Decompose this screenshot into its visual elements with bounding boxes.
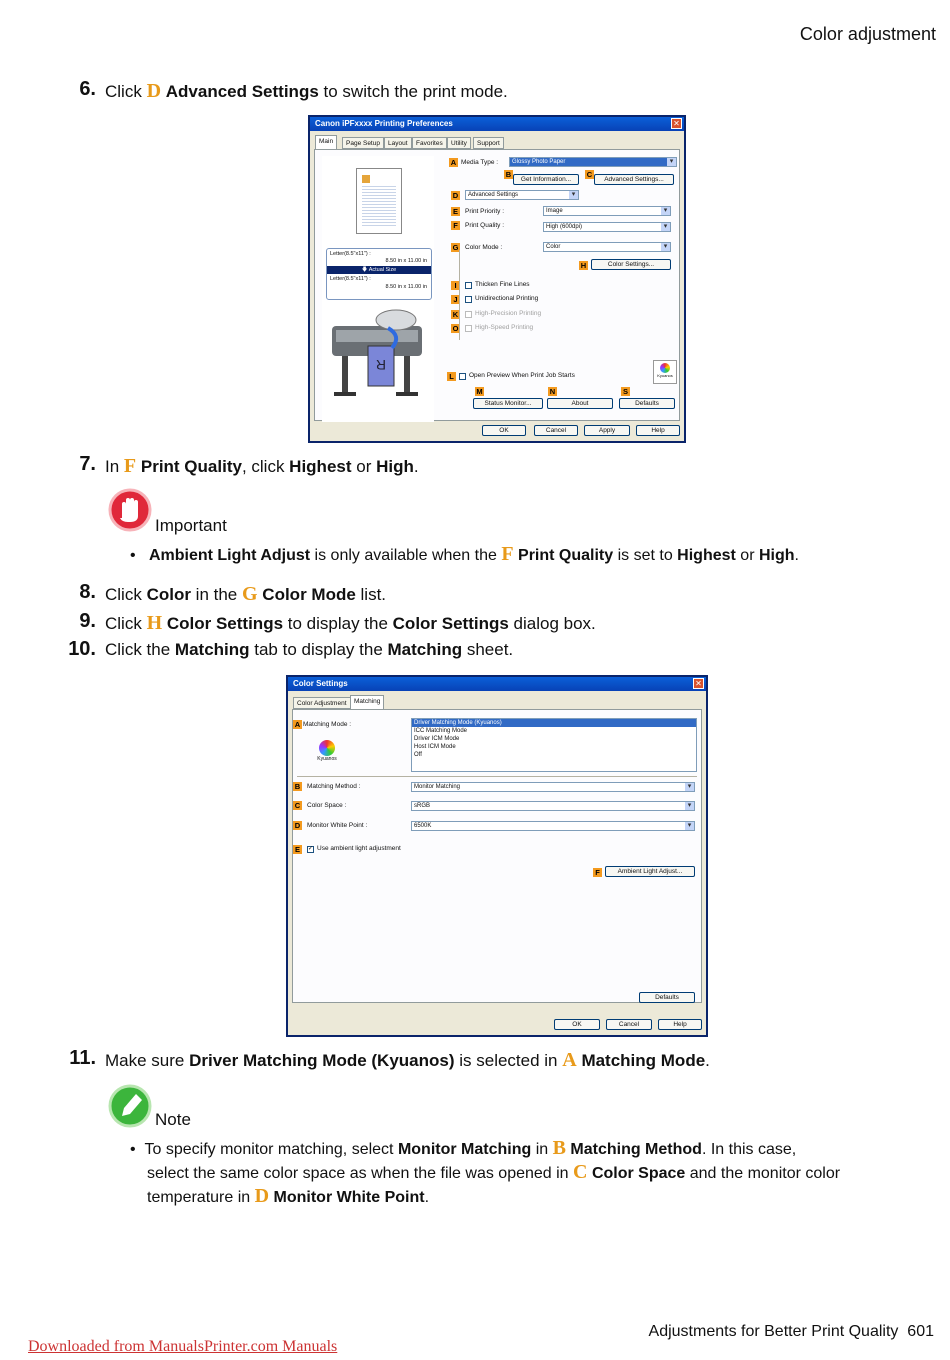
tab-support[interactable]: Support	[473, 137, 504, 149]
white-point-label: Monitor White Point :	[307, 822, 368, 829]
tab-utility[interactable]: Utility	[447, 137, 471, 149]
important-title: Important	[155, 516, 227, 535]
marker-b: B	[505, 170, 512, 179]
marker-k: K	[452, 310, 459, 319]
marker-b: B	[294, 782, 301, 791]
paper-size-box: Letter(8.5"x11") : 8.50 in x 11.00 in 🡇 Actual Size Letter(8.5"x11") : 8.50 in x 11.00 in	[326, 248, 432, 300]
note-line-1: • To specify monitor matching, select Monitor Matching in B Matching Method. In this case,	[130, 1137, 797, 1159]
marker-l: L	[447, 372, 456, 381]
marker-h: H	[580, 261, 587, 270]
marker-o: O	[452, 324, 459, 333]
marker-d: D	[452, 191, 459, 200]
media-type-select[interactable]: Glossy Photo Paper ▾	[509, 157, 677, 167]
tab-page-setup[interactable]: Page Setup	[342, 137, 384, 149]
marker-a: A	[294, 720, 301, 729]
advanced-settings-button[interactable]: Advanced Settings...	[594, 174, 674, 185]
get-information-button[interactable]: Get Information...	[513, 174, 579, 185]
status-monitor-button[interactable]: Status Monitor...	[473, 398, 543, 409]
matching-sheet	[292, 709, 702, 1003]
apply-button[interactable]: Apply	[584, 425, 630, 436]
footer-section: Adjustments for Better Print Quality	[648, 1323, 899, 1340]
step-number: 8.	[79, 581, 96, 603]
step-7-text: In F Print Quality, click Highest or High.	[105, 455, 419, 477]
close-icon[interactable]: ✕	[671, 118, 682, 129]
marker-d: D	[294, 821, 301, 830]
actual-size-bar: 🡇 Actual Size	[327, 266, 431, 274]
note-pencil-icon	[108, 1084, 152, 1128]
open-preview-checkbox[interactable]	[459, 373, 466, 380]
unidirectional-label: Unidirectional Printing	[475, 295, 539, 302]
tab-color-adjustment[interactable]: Color Adjustment	[293, 697, 351, 709]
marker-s: S	[622, 387, 628, 396]
high-precision-label: High-Precision Printing	[475, 310, 542, 317]
tab-main[interactable]: Main	[315, 135, 337, 150]
list-item[interactable]: Host ICM Mode	[414, 744, 456, 750]
divider	[297, 776, 697, 777]
marker-e: E	[294, 845, 300, 854]
help-button[interactable]: Help	[658, 1019, 702, 1030]
preview-area	[322, 156, 434, 422]
color-mode-label: Color Mode :	[465, 244, 503, 251]
note-line-3: temperature in D Monitor White Point.	[147, 1185, 430, 1207]
step-9-text: Click H Color Settings to display the Color Settings dialog box.	[105, 612, 596, 634]
print-priority-select[interactable]: Image ▾	[543, 206, 671, 216]
color-space-label: Color Space :	[307, 802, 347, 809]
matching-method-select[interactable]: Monitor Matching ▾	[411, 782, 695, 792]
footer	[649, 1323, 934, 1341]
cancel-button[interactable]: Cancel	[534, 425, 578, 436]
step-number: 9.	[79, 610, 96, 632]
unidirectional-checkbox[interactable]	[465, 296, 472, 303]
marker-m: M	[476, 387, 483, 396]
marker-c: C	[294, 801, 301, 810]
dialog-title: Canon iPFxxxx Printing Preferences	[310, 117, 684, 131]
thicken-label: Thicken Fine Lines	[475, 281, 530, 288]
note-title: Note	[155, 1110, 191, 1129]
step-number: 11.	[69, 1047, 96, 1069]
page-header: Color adjustment	[799, 24, 936, 44]
close-icon[interactable]: ✕	[693, 678, 704, 689]
marker-g: G	[452, 243, 459, 252]
high-speed-checkbox	[465, 325, 472, 332]
ambient-light-adjust-button[interactable]: Ambient Light Adjust...	[605, 866, 695, 877]
marker-c: C	[586, 170, 593, 179]
color-space-select[interactable]: sRGB ▾	[411, 801, 695, 811]
main-sheet	[314, 149, 680, 421]
color-settings-button[interactable]: Color Settings...	[591, 259, 671, 270]
print-priority-label: Print Priority :	[465, 208, 505, 215]
defaults-button[interactable]: Defaults	[639, 992, 695, 1003]
media-type-label: Media Type :	[461, 159, 499, 166]
ok-button[interactable]: OK	[554, 1019, 600, 1030]
kyuanos-logo: Kyuanos	[653, 360, 677, 384]
marker-e: E	[452, 207, 458, 216]
important-bullet: • Ambient Light Adjust is only available when the F Print Quality is set to Highest or High.	[130, 543, 799, 565]
printer-illustration	[326, 306, 432, 401]
defaults-button[interactable]: Defaults	[619, 398, 675, 409]
download-link[interactable]: Downloaded from ManualsPrinter.com Manuals	[28, 1338, 338, 1355]
step-11-text: Make sure Driver Matching Mode (Kyuanos) is selected in A Matching Mode.	[105, 1049, 710, 1071]
ok-button[interactable]: OK	[482, 425, 526, 436]
ambient-label: Use ambient light adjustment	[317, 845, 401, 852]
page-preview	[356, 168, 402, 234]
list-item[interactable]: Driver Matching Mode (Kyuanos)	[412, 719, 696, 727]
marker-f: F	[451, 221, 460, 230]
kyuanos-logo: Kyuanos	[315, 740, 339, 770]
tab-matching[interactable]: Matching	[350, 695, 384, 710]
marker-n: N	[549, 387, 556, 396]
tab-layout[interactable]: Layout	[384, 137, 412, 149]
matching-mode-label: Matching Mode :	[303, 721, 352, 728]
list-item[interactable]: ICC Matching Mode	[414, 728, 468, 734]
white-point-select[interactable]: 6500K ▾	[411, 821, 695, 831]
dialog-title: Color Settings	[288, 677, 706, 691]
step-8-text: Click Color in the G Color Mode list.	[105, 583, 387, 605]
printing-preferences-dialog	[308, 115, 686, 443]
step-number: 7.	[79, 453, 96, 475]
high-speed-label: High-Speed Printing	[475, 324, 534, 331]
step-10-text: Click the Matching tab to display the Matching sheet.	[105, 640, 514, 659]
page-number: 601	[907, 1323, 934, 1340]
important-hand-icon	[108, 488, 152, 532]
marker-a: A	[450, 158, 457, 167]
mode-select[interactable]: Advanced Settings ▾	[465, 190, 579, 200]
list-item[interactable]: Driver ICM Mode	[414, 736, 460, 742]
note-line-2: select the same color space as when the file was opened in C Color Space and the monitor color	[147, 1161, 841, 1183]
thicken-checkbox[interactable]	[465, 282, 472, 289]
about-button[interactable]: About	[547, 398, 613, 409]
cancel-button[interactable]: Cancel	[606, 1019, 652, 1030]
matching-mode-list[interactable]	[411, 718, 697, 772]
high-precision-checkbox	[465, 311, 472, 318]
color-mode-select[interactable]: Color ▾	[543, 242, 671, 252]
print-quality-label: Print Quality :	[465, 222, 505, 229]
group-line	[459, 250, 460, 340]
svg-text:R: R	[375, 357, 386, 373]
step-number: 10.	[68, 638, 96, 660]
step-number: 6.	[79, 78, 96, 100]
color-settings-dialog	[286, 675, 708, 1037]
open-preview-label: Open Preview When Print Job Starts	[469, 372, 575, 379]
step-6-text: Click D Advanced Settings to switch the print mode.	[105, 80, 508, 102]
print-quality-select[interactable]: High (600dpi) ▾	[543, 222, 671, 232]
ambient-checkbox[interactable]: ✓	[308, 846, 314, 852]
tab-favorites[interactable]: Favorites	[412, 137, 447, 149]
marker-f: F	[593, 868, 602, 877]
list-item[interactable]: Off	[414, 752, 422, 758]
matching-method-label: Matching Method :	[307, 783, 361, 790]
marker-j: J	[451, 295, 460, 304]
marker-i: I	[451, 281, 460, 290]
help-button[interactable]: Help	[636, 425, 680, 436]
